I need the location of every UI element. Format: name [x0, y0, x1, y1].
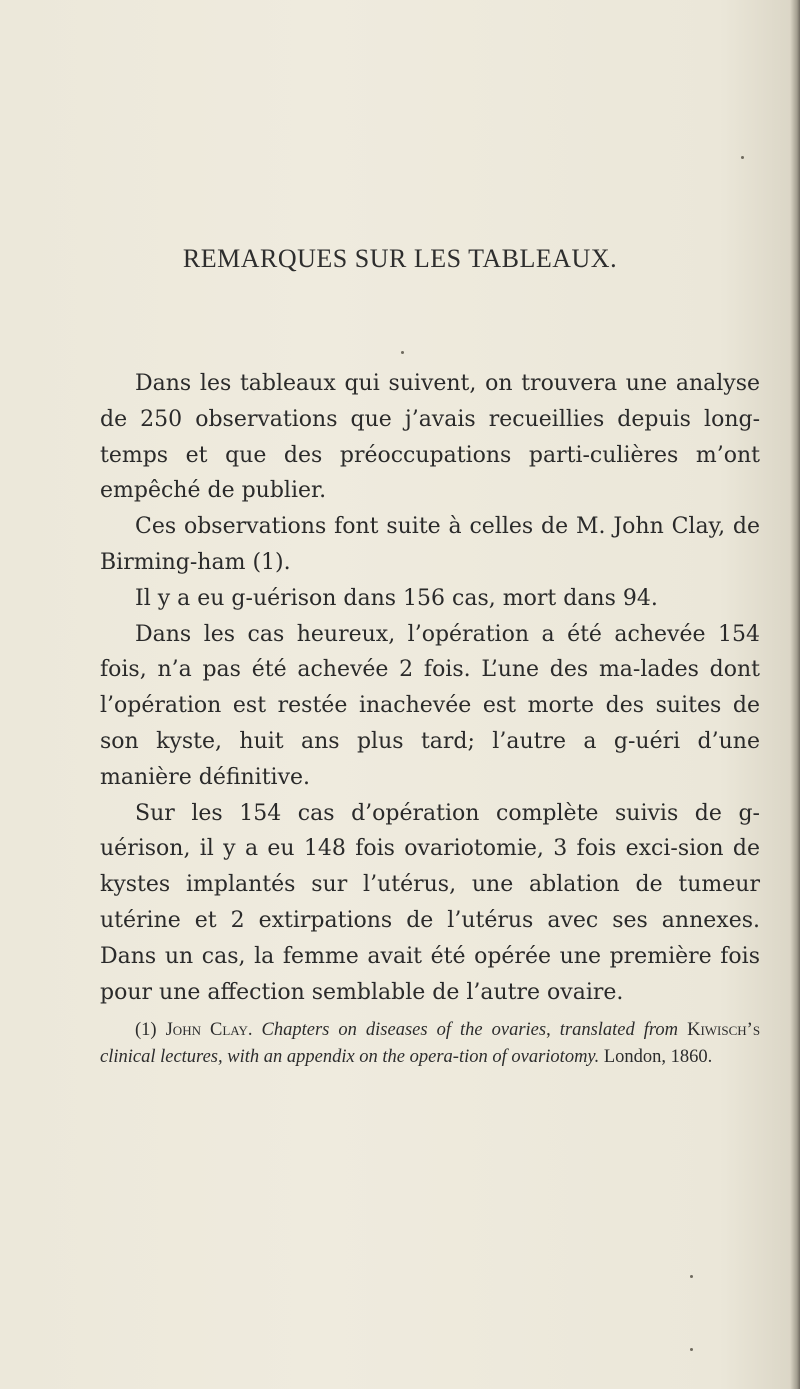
footnote-marker: (1) — [135, 1020, 157, 1040]
paragraph-5: Sur les 154 cas d’opération complète suivis de g-uérison, il y a eu 148 fois ovariotomie, 3 fois exci-sion de kystes implantés sur l’utérus, une ablation de tumeur utérine et 2 extirpations de l’utérus avec ses annexes. Dans un cas, la femme avait été opérée une première fois pour une affection semblable de l’autre ovaire. — [100, 800, 760, 1005]
footnote-place-date: London, 1860. — [603, 1047, 713, 1067]
page-edge-shadow — [790, 0, 800, 1389]
footnote-translated: translated from — [559, 1020, 679, 1040]
page-title: REMARQUES SUR LES TABLEAUX. — [182, 244, 618, 273]
paragraph-3: Il y a eu g-uérison dans 156 cas, mort dans 94. — [135, 585, 658, 611]
paragraph-1: Dans les tableaux qui suivent, on trouvera une analyse de 250 observations que j’avais recueillies depuis long-temps et que des préoccupations parti-culières m’ont empêché de publier. — [100, 371, 760, 504]
footnote: (1) John Clay. Chapters on diseases of the ovaries, translated from Kiwisch’s clinical lectures, with an appendix on the opera-tion of ovariotomy. London, 1860. — [100, 1020, 761, 1067]
footnote-subtitle: clinical lectures, with an appendix on the opera-tion of ovariotomy. — [100, 1047, 600, 1067]
print-speck — [741, 156, 744, 159]
paragraph-4: Dans les cas heureux, l’opération a été achevée 154 fois, n’a pas été achevée 2 fois. L’une des ma-lades dont l’opération est restée inachevée est morte des suites de son kyste, huit ans plus tard; l’autre a g-uéri d’une manière définitive. — [100, 621, 760, 790]
paragraph-2: Ces observations font suite à celles de M. John Clay, de Birming-ham (1). — [100, 514, 760, 575]
print-speck — [690, 1348, 693, 1351]
print-speck — [401, 351, 404, 354]
footnote-translator: Kiwisch’s — [687, 1020, 761, 1040]
print-speck — [690, 1275, 693, 1278]
footnote-title: Chapters on diseases of the ovaries — [261, 1020, 547, 1040]
main-text — [100, 366, 760, 1010]
footnote-author: John Clay. — [165, 1020, 253, 1040]
